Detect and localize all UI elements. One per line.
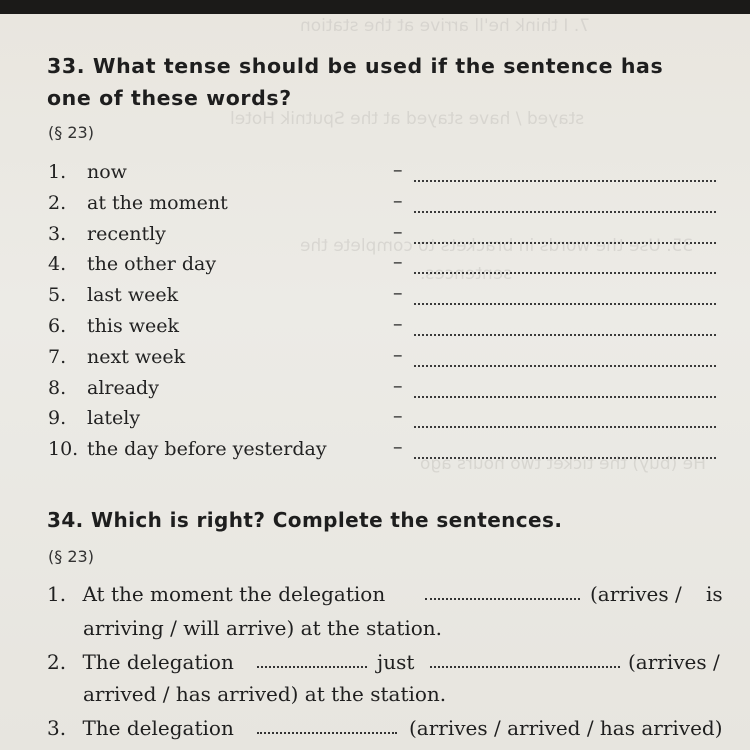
item-number: 8. (48, 376, 67, 399)
sentence-2-options: (arrives / (628, 650, 720, 674)
bleed-through-text: sentences. (420, 264, 513, 284)
item-number: 6. (48, 315, 67, 337)
item-word: next week (87, 345, 186, 368)
item-word: last week (87, 284, 179, 307)
item-dash: – (393, 374, 403, 397)
exercise-34-title: 34. Which is right? Complete the sentences. (47, 508, 563, 532)
exercise-33-reference: (§ 23) (48, 123, 94, 142)
item-dash: – (393, 220, 403, 243)
answer-blank[interactable] (414, 242, 716, 244)
answer-blank[interactable] (414, 303, 716, 305)
bleed-through-text: 35. Use the words in brackets to complete the (300, 236, 694, 256)
item-word: recently (87, 222, 166, 245)
item-number: 2. (48, 191, 67, 214)
bleed-through-text: 7. I think he'll arrive at the station (300, 16, 591, 36)
sentence-3-line-1 (47, 716, 234, 740)
exercise-33-item (0, 189, 750, 218)
item-word: already (87, 376, 159, 399)
sentence-number: 1. (47, 582, 67, 606)
item-number: 3. (48, 222, 67, 245)
exercise-33-item (0, 438, 750, 464)
sentence-1-line-2: arriving / will arrive) at the station. (83, 616, 443, 640)
item-word: this week (87, 315, 180, 337)
item-dash: – (393, 436, 403, 459)
exercise-33-title-line2: one of these words? (47, 86, 292, 110)
item-dash: – (393, 159, 403, 181)
exercise-33-item (0, 253, 750, 279)
exercise-33-item (0, 407, 750, 433)
sentence-text: The delegation (82, 650, 234, 674)
item-dash: – (393, 405, 403, 428)
sentence-2-line-1 (47, 650, 234, 674)
sentence-2-line-2: arrived / has arrived) at the station. (83, 682, 447, 706)
item-number: 5. (48, 284, 67, 307)
bleed-through-text: He (buy) the ticket two hours ago (420, 454, 706, 474)
answer-blank[interactable] (414, 426, 716, 428)
item-word: at the moment (87, 191, 228, 214)
sentence-2-blank-b[interactable] (430, 666, 620, 668)
sentence-3-options: (arrives / arrived / has arrived) (409, 716, 723, 740)
exercise-33-item (0, 220, 750, 249)
exercise-33-item (0, 343, 750, 372)
answer-blank[interactable] (414, 272, 716, 274)
item-word: lately (87, 407, 141, 430)
bleed-through-text: stayed / have stayed at the Sputnik Hotel (230, 109, 585, 129)
sentence-text: The delegation (82, 716, 234, 740)
answer-blank[interactable] (414, 211, 716, 213)
item-number: 4. (48, 253, 67, 276)
item-word: the day before yesterday (87, 438, 327, 461)
answer-blank[interactable] (414, 457, 716, 459)
item-dash: – (393, 313, 403, 335)
item-word: the other day (87, 253, 217, 276)
item-dash: – (393, 343, 403, 366)
exercise-33-item (0, 315, 750, 341)
sentence-1-options: (arrives / (590, 582, 682, 606)
sentence-text: At the moment the delegation (82, 582, 386, 606)
exercise-33-item (0, 374, 750, 403)
answer-blank[interactable] (414, 365, 716, 367)
answer-blank[interactable] (414, 180, 716, 182)
sentence-3-blank[interactable] (257, 732, 397, 734)
item-word: now (87, 161, 127, 183)
item-number: 10. (48, 438, 79, 461)
answer-blank[interactable] (414, 334, 716, 336)
sentence-1-blank[interactable] (425, 598, 580, 600)
item-number: 7. (48, 345, 67, 368)
item-dash: – (393, 189, 403, 212)
textbook-page (0, 14, 750, 750)
sentence-number: 3. (47, 716, 67, 740)
exercise-33-item (0, 161, 750, 187)
answer-blank[interactable] (414, 396, 716, 398)
item-number: 9. (48, 407, 67, 430)
sentence-1-option-is: is (706, 582, 723, 606)
sentence-2-blank-a[interactable] (257, 666, 367, 668)
exercise-34-reference: (§ 23) (48, 547, 94, 566)
item-dash: – (393, 282, 403, 305)
exercise-33-title-line1: 33. What tense should be used if the sentence has (47, 54, 664, 78)
sentence-2-just: just (377, 650, 415, 674)
sentence-1-line-1 (47, 582, 385, 606)
item-dash: – (393, 251, 403, 274)
sentence-number: 2. (47, 650, 67, 674)
exercise-33-item (0, 284, 750, 310)
item-number: 1. (48, 161, 67, 183)
